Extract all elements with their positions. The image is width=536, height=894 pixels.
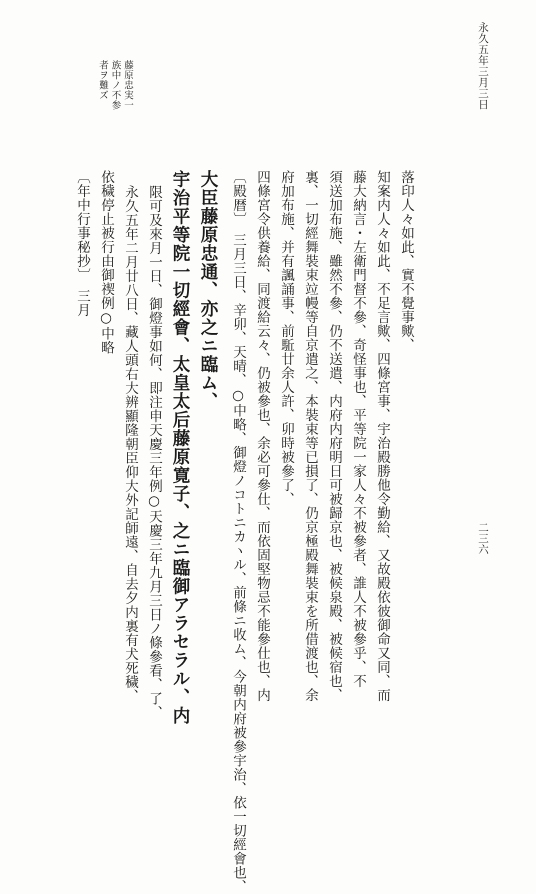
text-column: 宇治平等院一切經會、太皇太后藤原寛子、之ニ臨御アラセラル、内 [170, 170, 190, 725]
text-column: 限可及來月一日、御燈事如何、即注申天慶三年例○天慶三年九月三日ノ條參看、了、 [146, 185, 162, 720]
text-column: 大臣藤原忠通、亦之ニ臨ム、 [198, 170, 218, 411]
text-column: 裏、一切經舞裝束竝幔等自京遣之、本裝束等已損了、仍京極殿舞裝束を所借渡也、余 [302, 170, 318, 702]
page-number: 二三六 [477, 522, 489, 555]
text-column: 永久五年二月廿八日、藏人頭右大辨顯隆朝臣仰大外記師遠、自去夕内裏有犬死穢、 [122, 185, 138, 703]
text-column: 依穢停止被行由御禊例○中略 [98, 170, 114, 355]
text-column: 四條宮令供養給、同渡給云々、仍被參也、余必可參仕、而依固堅物忌不能參仕也、内 [254, 170, 270, 702]
margin-note-line: 者ヲ難ズ [97, 60, 108, 100]
text-column: 須送加布施、雖然不參、仍不送遣、内府内府明日可被歸京也、被候泉殿、被候宿也、 [326, 170, 342, 702]
text-column: 落印人々如此、實不覺事歟、 [398, 170, 414, 352]
text-column: 藤大納言・左衛門督不參、奇怪事也、平等院一家人々不被參者、誰人不被參乎、不 [350, 170, 366, 688]
margin-note-line: 族中ノ不参 [109, 60, 121, 110]
margin-note-line: 藤原忠実一 [122, 60, 133, 110]
text-column: 〔殿暦〕 三月三日、辛卯、天晴、○中略、御燈ノコトニカヽル、前條ニ收ム、今朝内府被參宇治、依一切經會也、 [230, 170, 246, 894]
header-date: 永久五年三月三日 [477, 22, 489, 110]
text-column: 府加布施、并有諷誦事、前駈廿余人許、卯時被參了、 [278, 170, 294, 506]
text-column: 〔年中行事秘抄〕 三月 [74, 170, 90, 318]
margin-note [98, 60, 133, 110]
text-column: 知案内人々如此、不足言歟、四條宮事、宇治殿勝他令勤給、又故殿依彼御命又同、而 [374, 170, 390, 702]
